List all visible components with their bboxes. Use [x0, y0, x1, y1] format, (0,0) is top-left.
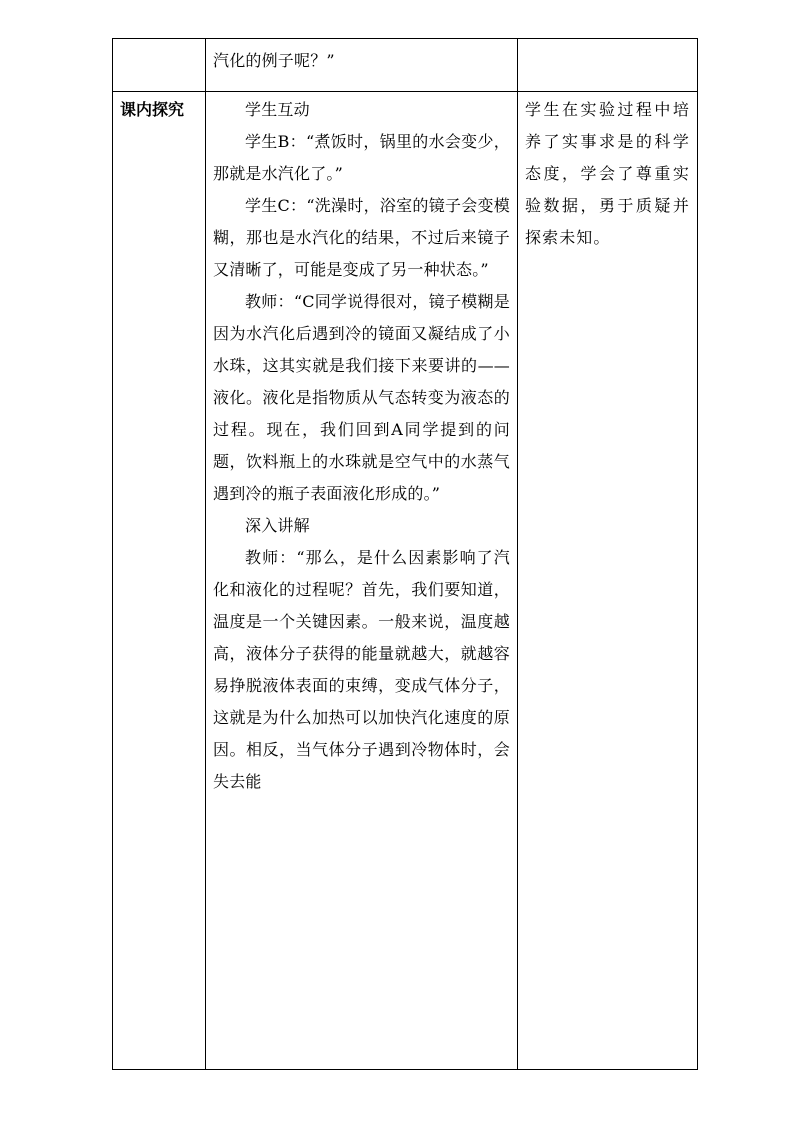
content-cell — [206, 92, 518, 1070]
section-label: 课内探究 — [120, 100, 185, 119]
section-label-cell — [113, 39, 206, 92]
subheading-in-depth: 深入讲解 — [245, 516, 310, 535]
design-note: 学生在实验过程中培养了实事求是的科学态度，学会了尊重实验数据，勇于质疑并探索未知。 — [525, 100, 690, 247]
subheading-student-interaction: 学生互动 — [245, 100, 310, 119]
note-cell — [518, 92, 698, 1070]
table-row — [113, 39, 698, 92]
table-row — [113, 92, 698, 1070]
content-cell — [206, 39, 518, 92]
section-label-cell — [113, 92, 206, 1070]
paragraph-teacher-1: 教师：“C同学说得很对，镜子模糊是因为水汽化后遇到冷的镜面又凝结成了小水珠，这其实就是我们接下来要讲的——液化。液化是指物质从气态转变为液态的过程。现在，我们回到A同学提到的问题，饮料瓶上的水珠就是空气中的水蒸气遇到冷的瓶子表面液化形成的。” — [213, 292, 510, 503]
paragraph-student-c: 学生C：“洗澡时，浴室的镜子会变模糊，那也是水汽化的结果，不过后来镜子又清晰了，可能是变成了另一种状态。” — [213, 196, 510, 279]
paragraph-student-b: 学生B：“煮饭时，锅里的水会变少，那就是水汽化了。” — [213, 132, 510, 183]
paragraph-teacher-2: 教师：“那么，是什么因素影响了汽化和液化的过程呢？首先，我们要知道，温度是一个关键因素。一般来说，温度越高，液体分子获得的能量就越大，就越容易挣脱液体表面的束缚，变成气体分子，这就是为什么加热可以加快汽化速度的原因。相反，当气体分子遇到冷物体时，会失去能 — [213, 548, 510, 791]
continued-text: 汽化的例子呢？” — [213, 51, 335, 70]
lesson-plan-table — [112, 38, 698, 1070]
note-cell — [518, 39, 698, 92]
